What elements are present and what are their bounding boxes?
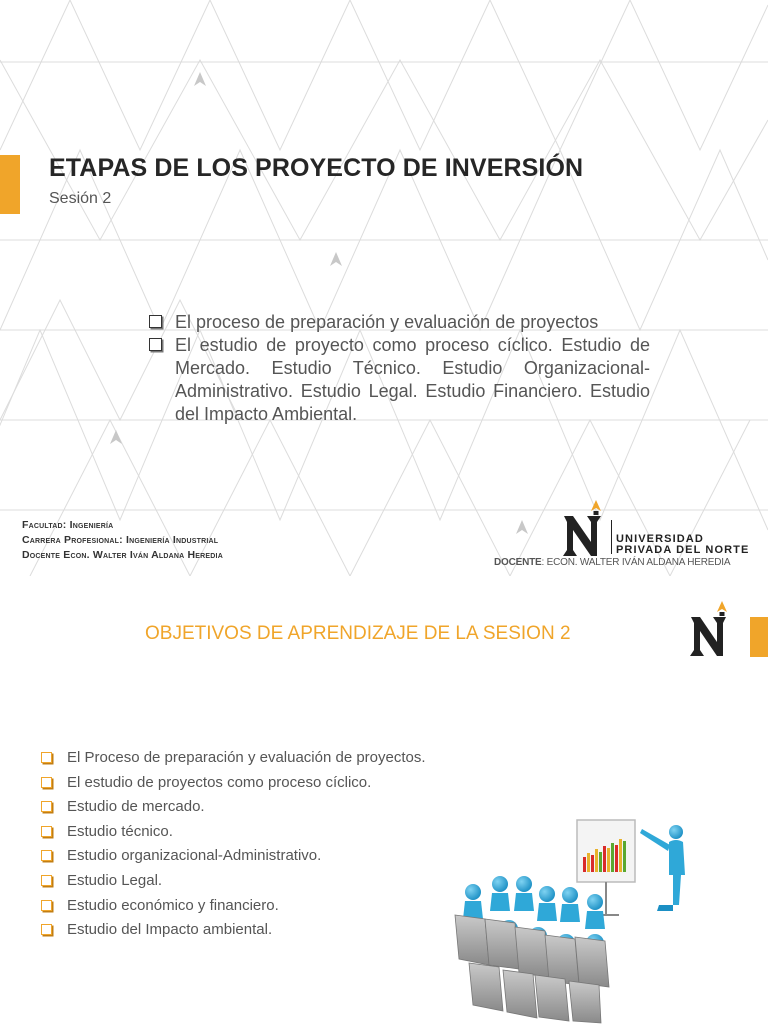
faculty-line: Facultad: Ingeniería [22,519,114,531]
checkbox-bullet-icon [149,315,162,328]
course-info [22,518,223,563]
checkbox-bullet-icon [41,924,52,935]
career-line: Carrera Profesional: Ingeniería Industrial [22,534,219,546]
checkbox-bullet-icon [41,875,52,886]
list-item [40,844,426,869]
teacher-line: Docente Econ. Walter Iván Aldana Heredia [22,549,223,561]
list-item [147,334,650,426]
accent-bar [750,617,768,657]
list-item [40,795,426,820]
list-item [147,311,650,334]
page-title: ETAPAS DE LOS PROYECTO DE INVERSIÓN [49,154,584,182]
slide-separator [0,576,768,588]
docente-label: DOCENTE [494,557,542,568]
accent-bar [0,155,20,214]
checkbox-bullet-icon [41,850,52,861]
docente-line [494,557,730,568]
list-item-text: El estudio de proyecto como proceso cíclico. Estudio de Mercado. Estudio Técnico. Estudio Organizacional-Administrativo. Estudio Legal. Estudio Financiero. Estudio del Impacto Ambiental. [175,335,650,424]
slide-objectives [0,588,768,1024]
university-name-line2: PRIVADA DEL NORTE [616,544,750,556]
page-subtitle: Sesión 2 [49,190,112,207]
list-item [40,894,426,919]
list-item [40,918,426,943]
list-item-text: Estudio organizacional-Administrativo. [67,847,322,865]
university-name [616,534,749,556]
list-item [40,820,426,845]
upn-logo-icon [688,600,734,658]
list-item [40,869,426,894]
list-item-text: El proceso de preparación y evaluación de proyectos [175,312,599,332]
section-title: OBJETIVOS DE APRENDIZAJE DE LA SESION 2 [145,623,571,644]
objectives-list [40,746,426,943]
list-item-text: Estudio del Impacto ambiental. [67,921,273,939]
presentation-illustration [445,815,695,1024]
checkbox-bullet-icon [41,801,52,812]
checkbox-bullet-icon [41,826,52,837]
list-item [40,746,426,771]
list-item-text: Estudio de mercado. [67,798,205,816]
list-item-text: Estudio técnico. [67,822,173,840]
list-item-text: El Proceso de preparación y evaluación de proyectos. [67,749,426,766]
checkbox-bullet-icon [41,777,52,788]
university-name-line1: UNIVERSIDAD [616,533,704,545]
list-item-text: Estudio económico y financiero. [67,896,279,914]
upn-logo-icon [560,498,610,558]
list-item-text: El estudio de proyectos como proceso cíclico. [67,773,372,791]
topic-list [147,311,650,426]
checkbox-bullet-icon [149,338,162,351]
docente-value: : ECON. WALTER IVÁN ALDANA HEREDIA [541,557,731,568]
checkbox-bullet-icon [41,752,52,763]
list-item-text: Estudio Legal. [67,871,163,889]
list-item [40,771,426,796]
checkbox-bullet-icon [41,900,52,911]
logo-divider [611,520,612,554]
